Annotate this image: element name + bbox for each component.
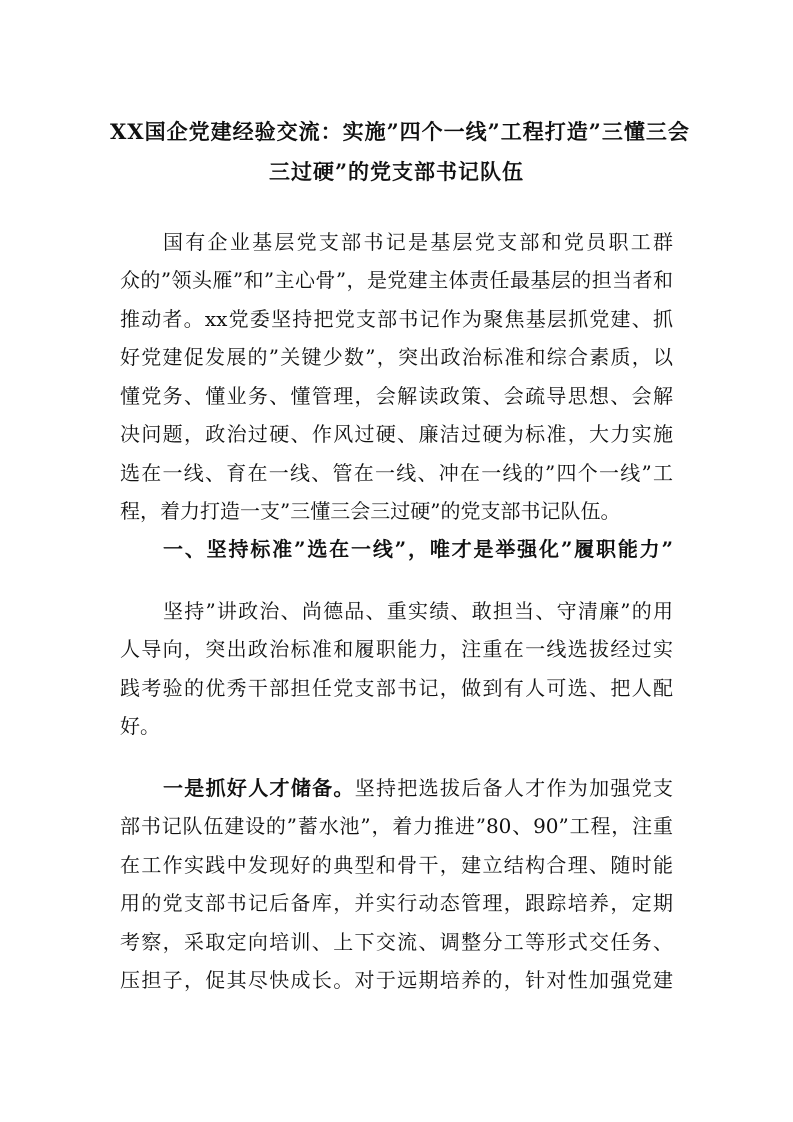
section-heading: 一、坚持标准”选在一线”，唯才是举强化”履职能力” <box>163 537 673 561</box>
paragraph-line: 决问题，政治过硬、作风过硬、廉洁过硬为标准，大力实施 <box>120 422 673 446</box>
paragraph-line: 众的”领头雁”和”主心骨”，是党建主体责任最基层的担当者和 <box>120 268 673 292</box>
paragraph-line <box>163 773 673 803</box>
paragraph-line: 好。 <box>120 714 160 738</box>
document-title-line-1: XX国企党建经验交流：实施”四个一线”工程打造”三懂三会 <box>110 119 690 144</box>
paragraph-line: 用的党支部书记后备库，并实行动态管理，跟踪培养，定期 <box>120 891 673 915</box>
paragraph-line: 在工作实践中发现好的典型和骨干，建立结构合理、随时能 <box>120 853 673 877</box>
paragraph-line: 部书记队伍建设的”蓄水池”，着力推进”80、90”工程，注重 <box>120 814 673 838</box>
point-label: 一是抓好人才储备。 <box>163 776 355 800</box>
paragraph-line: 程，着力打造一支”三懂三会三过硬”的党支部书记队伍。 <box>120 499 621 523</box>
document-title-line-2: 三过硬”的党支部书记队伍 <box>268 159 525 184</box>
paragraph-line: 国有企业基层党支部书记是基层党支部和党员职工群 <box>163 230 673 254</box>
paragraph-line: 践考验的优秀干部担任党支部书记，做到有人可选、把人配 <box>120 676 673 700</box>
paragraph-line: 坚持”讲政治、尚德品、重实绩、敢担当、守清廉”的用 <box>163 599 673 623</box>
paragraph-line: 选在一线、育在一线、管在一线、冲在一线的”四个一线”工 <box>120 461 673 485</box>
paragraph-line: 好党建促发展的”关键少数”，突出政治标准和综合素质，以 <box>120 345 673 369</box>
paragraph-line: 推动者。xx党委坚持把党支部书记作为聚焦基层抓党建、抓 <box>120 307 673 331</box>
paragraph-line: 懂党务、懂业务、懂管理，会解读政策、会疏导思想、会解 <box>120 384 673 408</box>
paragraph-line: 考察，采取定向培训、上下交流、调整分工等形式交任务、 <box>120 930 673 954</box>
point-text: 坚持把选拔后备人才作为加强党支 <box>354 776 674 800</box>
paragraph-line: 人导向，突出政治标准和履职能力，注重在一线选拔经过实 <box>120 637 673 661</box>
paragraph-line: 压担子，促其尽快成长。对于远期培养的，针对性加强党建 <box>120 968 673 992</box>
